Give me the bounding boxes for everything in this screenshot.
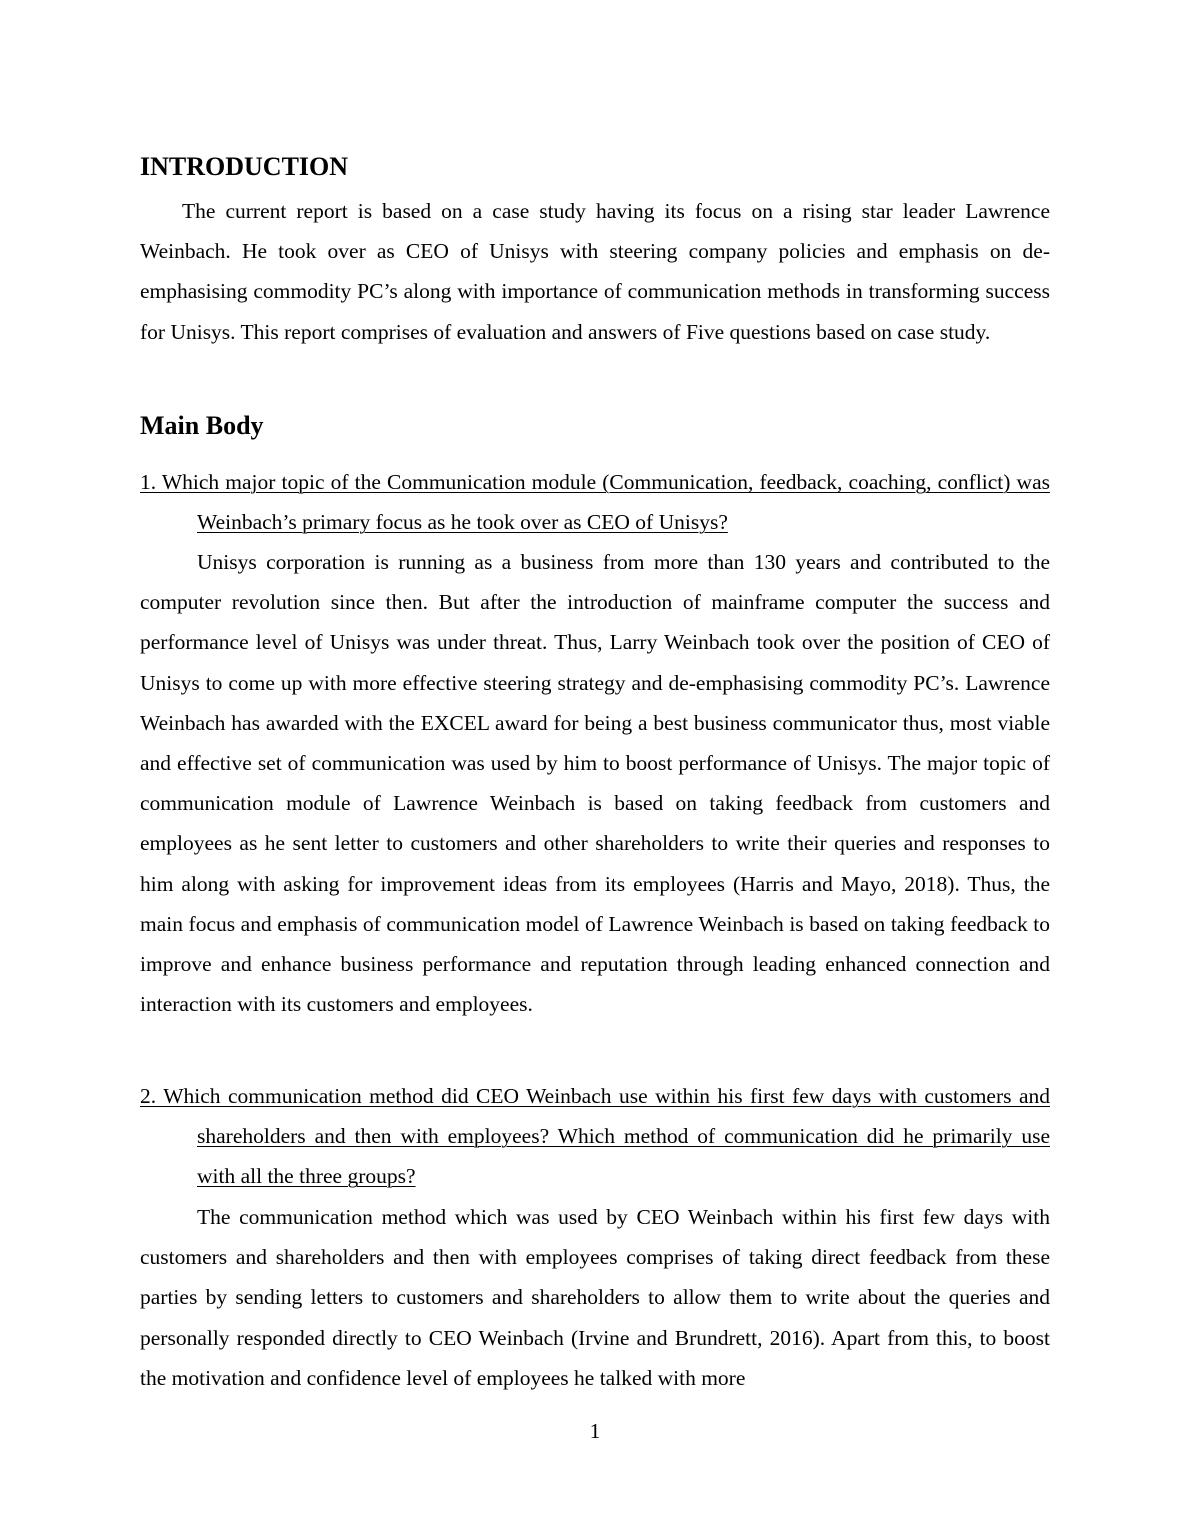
question-1 [140,462,1050,542]
question-2-text: 2. Which communication method did CEO Weinbach use within his first few days with customers and shareholders and then with employees? Which method of communication did he primarily use with all the three groups? [140,1084,1050,1189]
answer-1-paragraph: Unisys corporation is running as a business from more than 130 years and contributed to the computer revolution since then. But after the introduction of mainframe computer the success and performance level of Unisys was under threat. Thus, Larry Weinbach took over the position of CEO of Unisys to come up with more effective steering strategy and de-emphasising commodity PC’s. Lawrence Weinbach has awarded with the EXCEL award for being a best business communicator thus, most viable and effective set of communication was used by him to boost performance of Unisys. The major topic of communication module of Lawrence Weinbach is based on taking feedback from customers and employees as he sent letter to customers and other shareholders to write their queries and responses to him along with asking for improvement ideas from its employees (Harris and Mayo, 2018). Thus, the main focus and emphasis of communication model of Lawrence Weinbach is based on taking feedback to improve and enhance business performance and reputation through leading enhanced connection and interaction with its customers and employees. [140,550,1050,1017]
introduction-heading: INTRODUCTION [140,152,349,181]
question-1-text: 1. Which major topic of the Communication module (Communication, feedback, coaching, conflict) was Weinbach’s primary focus as he took over as CEO of Unisys? [140,470,1050,535]
page-number: 1 [589,1419,601,1443]
answer-2-paragraph: The communication method which was used by CEO Weinbach within his first few days with customers and shareholders and then with employees comprises of taking direct feedback from these parties by sending letters to customers and shareholders to allow them to write about the queries and personally responded directly to CEO Weinbach (Irvine and Brundrett, 2016). Apart from this, to boost the motivation and confidence level of employees he talked with more [140,1205,1050,1390]
main-body-heading: Main Body [140,411,264,440]
question-2 [140,1076,1050,1197]
introduction-paragraph: The current report is based on a case study having its focus on a rising star leader Lawrence Weinbach. He took over as CEO of Unisys with steering company policies and emphasis on de-emphasising commodity PC’s along with importance of communication methods in transforming success for Unisys. This report comprises of evaluation and answers of Five questions based on case study. [140,199,1050,344]
